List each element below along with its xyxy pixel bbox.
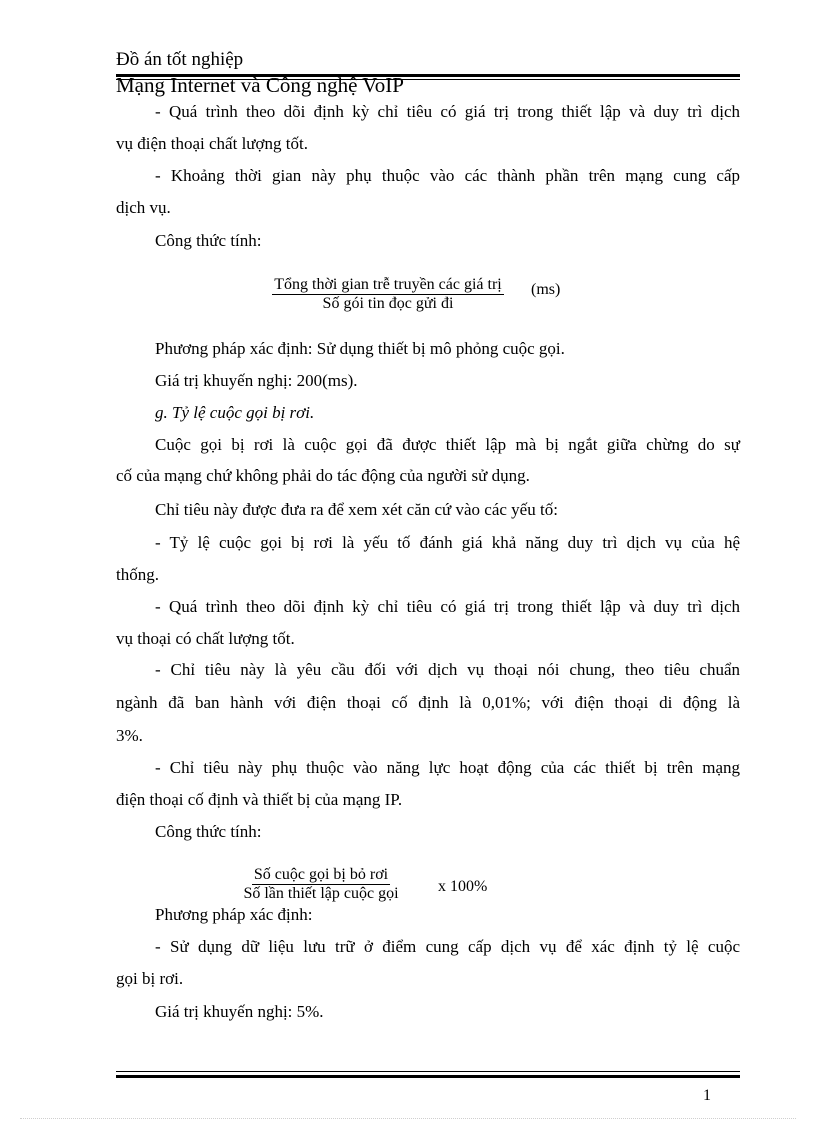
- paragraph-line: - Sử dụng dữ liệu lưu trữ ở điểm cung cấp dịch vụ để xác định tỷ lệ cuộc: [155, 937, 740, 956]
- paragraph-line: Phương pháp xác định:: [155, 905, 313, 924]
- paragraph-line: - Khoảng thời gian này phụ thuộc vào các thành phần trên mạng cung cấp: [155, 166, 740, 185]
- paragraph-line: - Quá trình theo dõi định kỳ chỉ tiêu có giá trị trong thiết lập và duy trì dịch: [155, 102, 740, 121]
- formula-multiplier: x 100%: [438, 878, 488, 895]
- paragraph-line: - Tỷ lệ cuộc gọi bị rơi là yếu tố đánh giá khả năng duy trì dịch vụ của hệ: [155, 533, 740, 552]
- paragraph-line: vụ điện thoại chất lượng tốt.: [116, 134, 308, 153]
- header-subtitle: Mạng Internet và Công nghệ VoIP: [116, 73, 404, 97]
- formula-label: Công thức tính:: [155, 822, 262, 841]
- paragraph-line: ngành đã ban hành với điện thoại cố định là 0,01%; với điện thoại di động là: [116, 693, 740, 712]
- page-number: 1: [703, 1087, 711, 1104]
- paragraph-line: Giá trị khuyến nghị: 200(ms).: [155, 371, 358, 390]
- paragraph-line: điện thoại cố định và thiết bị của mạng IP.: [116, 790, 403, 809]
- formula-fraction-drop-rate: [222, 866, 420, 903]
- header-title: Đồ án tốt nghiệp: [116, 49, 244, 70]
- formula-numerator: Số cuộc gọi bị bỏ rơi: [253, 866, 389, 883]
- footer-rule-thick: [116, 1075, 740, 1078]
- paragraph-line: - Chỉ tiêu này là yêu cầu đối với dịch vụ thoại nói chung, theo tiêu chuẩn: [155, 660, 740, 679]
- formula-label: Công thức tính:: [155, 231, 262, 250]
- formula-numerator: Tổng thời gian trễ truyền các giá trị: [274, 276, 502, 293]
- paragraph-line: thống.: [116, 565, 159, 584]
- paragraph-line: - Quá trình theo dõi định kỳ chỉ tiêu có giá trị trong thiết lập và duy trì dịch: [155, 597, 740, 616]
- paragraph-line: Cuộc gọi bị rơi là cuộc gọi đã được thiết lập mà bị ngắt giữa chừng do sự: [155, 435, 740, 454]
- paragraph-line: 3%.: [116, 726, 143, 745]
- page-break-divider: [20, 1118, 796, 1119]
- section-heading: g. Tỷ lệ cuộc gọi bị rơi.: [155, 403, 315, 422]
- paragraph-line: Phương pháp xác định: Sử dụng thiết bị mô phỏng cuộc gọi.: [155, 339, 565, 358]
- paragraph-line: dịch vụ.: [116, 198, 171, 217]
- formula-denominator: Số lần thiết lập cuộc gọi: [243, 885, 399, 902]
- formula-denominator: Số gói tin đọc gửi đi: [322, 295, 454, 312]
- paragraph-line: Chỉ tiêu này được đưa ra để xem xét căn cứ vào các yếu tố:: [155, 500, 558, 519]
- paragraph-line: cố của mạng chứ không phải do tác động của người sử dụng.: [116, 466, 530, 485]
- formula-fraction-delay: [247, 276, 529, 313]
- formula-unit: (ms): [531, 281, 561, 298]
- paragraph-line: gọi bị rơi.: [116, 969, 184, 988]
- paragraph-line: vụ thoại có chất lượng tốt.: [116, 629, 295, 648]
- footer-rule-thin: [116, 1071, 740, 1072]
- paragraph-line: - Chỉ tiêu này phụ thuộc vào năng lực hoạt động của các thiết bị trên mạng: [155, 758, 740, 777]
- paragraph-line: Giá trị khuyến nghị: 5%.: [155, 1002, 324, 1021]
